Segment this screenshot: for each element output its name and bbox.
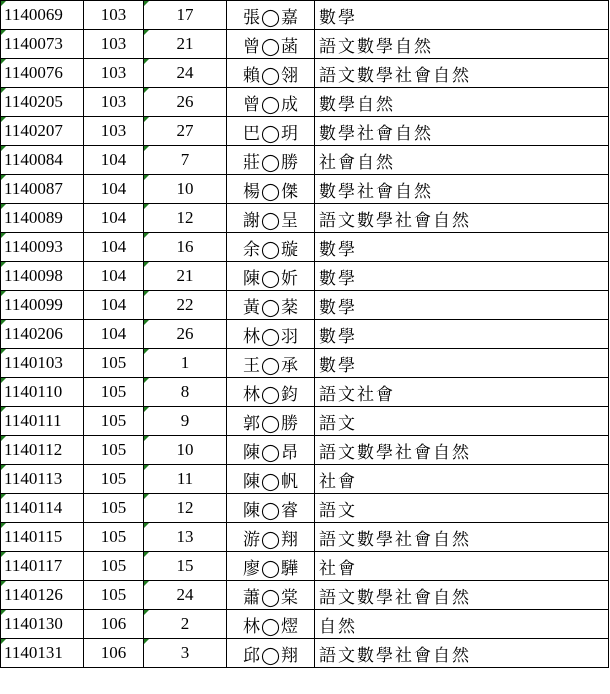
- class-cell[interactable]: 104: [84, 204, 144, 233]
- student-name-cell[interactable]: 林◯熤: [227, 610, 315, 639]
- table-row: [1, 465, 609, 494]
- student-id-cell[interactable]: 1140113: [1, 465, 84, 494]
- student-id-cell[interactable]: 1140099: [1, 291, 84, 320]
- table-row: [1, 378, 609, 407]
- student-id-cell[interactable]: 1140112: [1, 436, 84, 465]
- student-name-cell[interactable]: 莊◯勝: [227, 146, 315, 175]
- seat-number-cell[interactable]: 24: [144, 59, 227, 88]
- class-cell[interactable]: 105: [84, 436, 144, 465]
- student-id-cell[interactable]: 1140069: [1, 1, 84, 30]
- subjects-cell[interactable]: 社會: [315, 552, 609, 581]
- student-name-cell[interactable]: 游◯翔: [227, 523, 315, 552]
- table-row: [1, 233, 609, 262]
- class-cell[interactable]: 105: [84, 407, 144, 436]
- seat-number-cell[interactable]: 26: [144, 88, 227, 117]
- subjects-cell[interactable]: 語文數學社會自然: [315, 59, 609, 88]
- student-id-cell[interactable]: 1140110: [1, 378, 84, 407]
- student-name-cell[interactable]: 張◯嘉: [227, 1, 315, 30]
- table-row: [1, 30, 609, 59]
- subjects-cell[interactable]: 語文數學社會自然: [315, 523, 609, 552]
- student-name-cell[interactable]: 賴◯翎: [227, 59, 315, 88]
- seat-number-cell[interactable]: 17: [144, 1, 227, 30]
- class-cell[interactable]: 105: [84, 349, 144, 378]
- class-cell[interactable]: 105: [84, 523, 144, 552]
- class-cell[interactable]: 104: [84, 146, 144, 175]
- seat-number-cell[interactable]: 2: [144, 610, 227, 639]
- seat-number-cell[interactable]: 22: [144, 291, 227, 320]
- table-row: [1, 407, 609, 436]
- subjects-cell[interactable]: 數學: [315, 262, 609, 291]
- student-name-cell[interactable]: 楊◯傑: [227, 175, 315, 204]
- student-id-cell[interactable]: 1140111: [1, 407, 84, 436]
- table-row: [1, 204, 609, 233]
- subjects-cell[interactable]: 數學: [315, 320, 609, 349]
- class-cell[interactable]: 103: [84, 1, 144, 30]
- seat-number-cell[interactable]: 24: [144, 581, 227, 610]
- seat-number-cell[interactable]: 15: [144, 552, 227, 581]
- class-cell[interactable]: 105: [84, 378, 144, 407]
- seat-number-cell[interactable]: 13: [144, 523, 227, 552]
- subjects-cell[interactable]: 數學自然: [315, 88, 609, 117]
- student-name-cell[interactable]: 林◯鈞: [227, 378, 315, 407]
- student-id-cell[interactable]: 1140089: [1, 204, 84, 233]
- student-id-cell[interactable]: 1140093: [1, 233, 84, 262]
- table-row: [1, 581, 609, 610]
- student-name-cell[interactable]: 陳◯睿: [227, 494, 315, 523]
- student-id-cell[interactable]: 1140114: [1, 494, 84, 523]
- table-row: [1, 146, 609, 175]
- table-row: [1, 494, 609, 523]
- seat-number-cell[interactable]: 9: [144, 407, 227, 436]
- student-name-cell[interactable]: 郭◯勝: [227, 407, 315, 436]
- student-id-cell[interactable]: 1140084: [1, 146, 84, 175]
- table-row: [1, 610, 609, 639]
- table-row: [1, 88, 609, 117]
- seat-number-cell[interactable]: 26: [144, 320, 227, 349]
- student-id-cell[interactable]: 1140126: [1, 581, 84, 610]
- student-id-cell[interactable]: 1140103: [1, 349, 84, 378]
- seat-number-cell[interactable]: 21: [144, 262, 227, 291]
- seat-number-cell[interactable]: 12: [144, 494, 227, 523]
- subjects-cell[interactable]: 數學: [315, 1, 609, 30]
- subjects-cell[interactable]: 語文數學社會自然: [315, 581, 609, 610]
- subjects-cell[interactable]: 數學: [315, 291, 609, 320]
- student-id-cell[interactable]: 1140207: [1, 117, 84, 146]
- table-row: [1, 262, 609, 291]
- student-id-cell[interactable]: 1140206: [1, 320, 84, 349]
- student-name-cell[interactable]: 黃◯棻: [227, 291, 315, 320]
- class-cell[interactable]: 106: [84, 610, 144, 639]
- subjects-cell[interactable]: 社會自然: [315, 146, 609, 175]
- student-id-cell[interactable]: 1140130: [1, 610, 84, 639]
- table-row: [1, 320, 609, 349]
- subjects-cell[interactable]: 社會: [315, 465, 609, 494]
- seat-number-cell[interactable]: 11: [144, 465, 227, 494]
- table-row: [1, 552, 609, 581]
- subjects-cell[interactable]: 語文數學社會自然: [315, 204, 609, 233]
- student-id-cell[interactable]: 1140117: [1, 552, 84, 581]
- seat-number-cell[interactable]: 10: [144, 175, 227, 204]
- class-cell[interactable]: 103: [84, 88, 144, 117]
- student-name-cell[interactable]: 蕭◯棠: [227, 581, 315, 610]
- table-row: [1, 349, 609, 378]
- subjects-cell[interactable]: 語文數學社會自然: [315, 436, 609, 465]
- table-row: [1, 175, 609, 204]
- class-cell[interactable]: 105: [84, 581, 144, 610]
- student-id-cell[interactable]: 1140205: [1, 88, 84, 117]
- subjects-cell[interactable]: 語文社會: [315, 378, 609, 407]
- seat-number-cell[interactable]: 1: [144, 349, 227, 378]
- student-name-cell[interactable]: 陳◯帆: [227, 465, 315, 494]
- seat-number-cell[interactable]: 7: [144, 146, 227, 175]
- class-cell[interactable]: 104: [84, 233, 144, 262]
- table-row: [1, 436, 609, 465]
- table-row: [1, 639, 609, 668]
- subjects-cell[interactable]: 數學社會自然: [315, 117, 609, 146]
- table-row: [1, 1, 609, 30]
- student-id-cell[interactable]: 1140076: [1, 59, 84, 88]
- seat-number-cell[interactable]: 8: [144, 378, 227, 407]
- table-body: [1, 1, 609, 668]
- class-cell[interactable]: 103: [84, 117, 144, 146]
- class-cell[interactable]: 104: [84, 175, 144, 204]
- class-cell[interactable]: 104: [84, 262, 144, 291]
- class-cell[interactable]: 105: [84, 552, 144, 581]
- student-name-cell[interactable]: 陳◯昂: [227, 436, 315, 465]
- table-row: [1, 117, 609, 146]
- student-id-cell[interactable]: 1140131: [1, 639, 84, 668]
- subjects-cell[interactable]: 數學社會自然: [315, 175, 609, 204]
- class-cell[interactable]: 104: [84, 291, 144, 320]
- class-cell[interactable]: 105: [84, 494, 144, 523]
- student-name-cell[interactable]: 曾◯菡: [227, 30, 315, 59]
- student-name-cell[interactable]: 王◯承: [227, 349, 315, 378]
- subjects-cell[interactable]: 語文: [315, 494, 609, 523]
- class-cell[interactable]: 106: [84, 639, 144, 668]
- seat-number-cell[interactable]: 27: [144, 117, 227, 146]
- table-row: [1, 59, 609, 88]
- class-cell[interactable]: 103: [84, 30, 144, 59]
- seat-number-cell[interactable]: 16: [144, 233, 227, 262]
- seat-number-cell[interactable]: 21: [144, 30, 227, 59]
- student-name-cell[interactable]: 曾◯成: [227, 88, 315, 117]
- subjects-cell[interactable]: 數學: [315, 233, 609, 262]
- class-cell[interactable]: 104: [84, 320, 144, 349]
- subjects-cell[interactable]: 語文數學社會自然: [315, 639, 609, 668]
- subjects-cell[interactable]: 自然: [315, 610, 609, 639]
- seat-number-cell[interactable]: 10: [144, 436, 227, 465]
- subjects-cell[interactable]: 語文數學自然: [315, 30, 609, 59]
- student-name-cell[interactable]: 邱◯翔: [227, 639, 315, 668]
- student-id-cell[interactable]: 1140098: [1, 262, 84, 291]
- student-id-cell[interactable]: 1140087: [1, 175, 84, 204]
- student-name-cell[interactable]: 林◯羽: [227, 320, 315, 349]
- subjects-cell[interactable]: 數學: [315, 349, 609, 378]
- class-cell[interactable]: 103: [84, 59, 144, 88]
- student-name-cell[interactable]: 余◯璇: [227, 233, 315, 262]
- student-id-cell[interactable]: 1140115: [1, 523, 84, 552]
- table-row: [1, 291, 609, 320]
- student-name-cell[interactable]: 陳◯妡: [227, 262, 315, 291]
- student-name-cell[interactable]: 廖◯驊: [227, 552, 315, 581]
- subjects-cell[interactable]: 語文: [315, 407, 609, 436]
- class-cell[interactable]: 105: [84, 465, 144, 494]
- seat-number-cell[interactable]: 3: [144, 639, 227, 668]
- student-id-cell[interactable]: 1140073: [1, 30, 84, 59]
- student-name-cell[interactable]: 巴◯玥: [227, 117, 315, 146]
- table-row: [1, 523, 609, 552]
- student-name-cell[interactable]: 謝◯呈: [227, 204, 315, 233]
- seat-number-cell[interactable]: 12: [144, 204, 227, 233]
